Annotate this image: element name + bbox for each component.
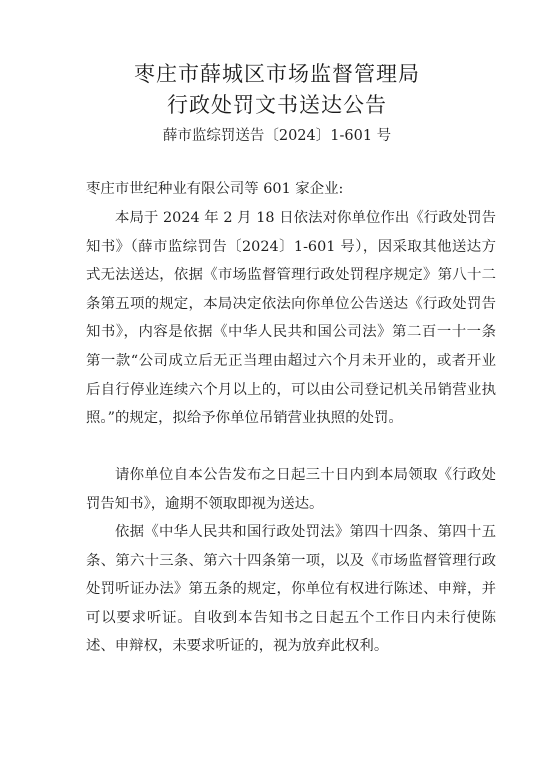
paragraph-decision <box>86 204 496 433</box>
document-number: 薛市监综罚送告〔2024〕1-601 号 <box>162 128 392 144</box>
paragraph-text: 依据《中华人民共和国行政处罚法》第四十四条、第四十五条、第六十三条、第六十四条第一项，以及《市场监督管理行政处罚听证办法》第五条的规定，你单位有权进行陈述、申辩，并可以要求听证。自收到本告知书之日起五个工作日内未行使陈述、申辩权，未要求听证的，视为放弃此权利。 <box>86 524 496 655</box>
announcement-title: 行政处罚文书送达公告 <box>167 93 387 117</box>
paragraph-rights <box>86 518 496 661</box>
addressee: 枣庄市世纪种业有限公司等 601 家企业: <box>86 181 344 197</box>
paragraph-text: 请你单位自本公告发布之日起三十日内到本局领取《行政处罚告知书》，逾期不领取即视为送达。 <box>86 467 496 512</box>
paragraph-text: 本局于 2024 年 2 月 18 日依法对你单位作出《行政处罚告知书》（薛市监综罚告〔2024〕1-601 号），因采取其他送达方式无法送达，依据《市场监督管理行政处罚程序规定》第八十二条第五项的规定，本局决定依法向你单位公告送达《行政处罚告知书》，内容是依据《中华人民共和国公司法》第二百一十一条第一款“公司成立后无正当理由超过六个月未开业的，或者开业后自行停业连续六个月以上的，可以由公司登记机关吊销营业执照。”的规定，拟给予你单位吊销营业执照的处罚。 <box>86 210 496 427</box>
issuing-authority-title: 枣庄市薛城区市场监督管理局 <box>134 62 420 86</box>
paragraph-collection-notice <box>86 461 496 518</box>
